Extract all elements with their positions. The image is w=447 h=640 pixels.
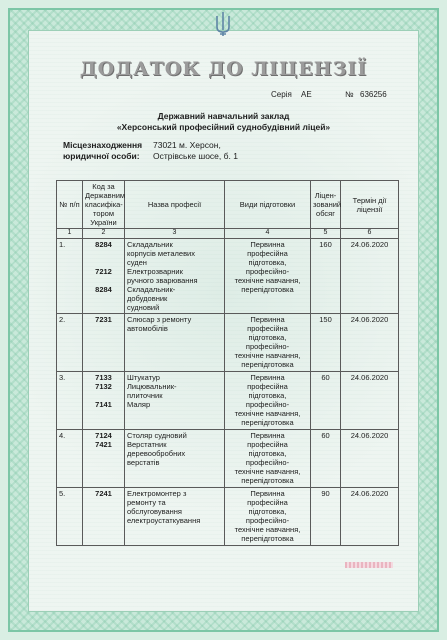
table-row	[57, 488, 399, 546]
profession-line: Складальник	[127, 240, 173, 249]
training-type-line: Первинна	[250, 315, 285, 324]
location-value	[153, 140, 238, 162]
table-row	[57, 372, 399, 430]
profession-line: Маляр	[127, 400, 151, 409]
profession-names	[125, 430, 225, 488]
licensed-volume: 60	[311, 430, 341, 488]
training-type-line: професійно-	[245, 267, 290, 276]
location-value-line-1: 73021 м. Херсон,	[153, 140, 221, 150]
training-type-line: підготовка,	[248, 333, 287, 342]
header-code: Код за Державним класифіка-тором України	[83, 181, 125, 229]
classifier-code	[85, 391, 122, 400]
row-number: 3.	[57, 372, 83, 430]
classifier-code: 7421	[95, 440, 112, 449]
profession-line: ручного зварювання	[127, 276, 198, 285]
profession-line: Столяр судновий	[127, 431, 187, 440]
profession-line: добудовник	[127, 294, 168, 303]
profession-line: Штукатур	[127, 373, 160, 382]
series-label: Серія	[271, 90, 292, 99]
profession-line: верстатів	[127, 458, 160, 467]
number-label: №	[345, 90, 354, 99]
training-types	[225, 488, 311, 546]
classifier-code: 7241	[95, 489, 112, 498]
row-number: 2.	[57, 314, 83, 372]
number-value: 636256	[360, 90, 387, 99]
classifier-code: 8284	[95, 240, 112, 249]
classifier-codes	[83, 239, 125, 314]
training-type-line: підготовка,	[248, 391, 287, 400]
table-row	[57, 239, 399, 314]
classifier-codes	[83, 430, 125, 488]
profession-line: автомобілів	[127, 324, 168, 333]
training-type-line: Первинна	[250, 240, 285, 249]
training-type-line: професійно-	[245, 516, 290, 525]
professions-table	[56, 180, 399, 546]
training-type-line: технічне навчання,	[234, 276, 301, 285]
row-number: 5.	[57, 488, 83, 546]
header-types: Види підготовки	[225, 181, 311, 229]
profession-line: Верстатник	[127, 440, 167, 449]
license-term: 24.06.2020	[341, 239, 399, 314]
training-type-line: професійна	[247, 382, 288, 391]
training-type-line: підготовка,	[248, 258, 287, 267]
profession-names	[125, 372, 225, 430]
profession-names	[125, 239, 225, 314]
document-title: ДОДАТОК ДО ЛІЦЕНЗІЇ	[79, 58, 368, 80]
licensed-volume: 90	[311, 488, 341, 546]
licensed-volume: 160	[311, 239, 341, 314]
column-number-row	[57, 229, 399, 239]
profession-names	[125, 314, 225, 372]
license-term: 24.06.2020	[341, 372, 399, 430]
training-type-line: Первинна	[250, 489, 285, 498]
license-term: 24.06.2020	[341, 314, 399, 372]
profession-line: деревообробних	[127, 449, 186, 458]
classifier-code: 7231	[95, 315, 112, 324]
training-type-line: професійно-	[245, 400, 290, 409]
training-type-line: підготовка,	[248, 449, 287, 458]
classifier-code: 7132	[95, 382, 112, 391]
col-number: 5	[311, 229, 341, 239]
profession-names	[125, 488, 225, 546]
profession-line: Складальник-	[127, 285, 176, 294]
profession-line: Електромонтер з	[127, 489, 187, 498]
location-label	[63, 140, 142, 162]
col-number: 4	[225, 229, 311, 239]
col-number: 3	[125, 229, 225, 239]
training-type-line: професійна	[247, 498, 288, 507]
classifier-codes	[83, 488, 125, 546]
classifier-codes	[83, 314, 125, 372]
profession-line: суден	[127, 258, 147, 267]
classifier-code: 7133	[95, 373, 112, 382]
classifier-code	[85, 276, 122, 285]
training-types	[225, 372, 311, 430]
institution-line-2: «Херсонський професійний суднобудівний ліцей»	[116, 122, 331, 132]
training-type-line: перепідготовка	[241, 285, 294, 294]
training-type-line: професійна	[247, 324, 288, 333]
row-number: 1.	[57, 239, 83, 314]
profession-line: корпусів металевих	[127, 249, 195, 258]
profession-line: ремонту та	[127, 498, 166, 507]
training-type-line: перепідготовка	[241, 476, 294, 485]
training-types	[225, 239, 311, 314]
training-types	[225, 314, 311, 372]
licensed-volume: 60	[311, 372, 341, 430]
classifier-codes	[83, 372, 125, 430]
training-type-line: Первинна	[250, 373, 285, 382]
header-term: Термін дії ліцензії	[341, 181, 399, 229]
location-value-line-2: Острівське шосе, б. 1	[153, 151, 238, 161]
license-term: 24.06.2020	[341, 430, 399, 488]
training-type-line: технічне навчання,	[234, 409, 301, 418]
classifier-code	[85, 258, 122, 267]
profession-line: Слюсар з ремонту	[127, 315, 192, 324]
training-type-line: перепідготовка	[241, 418, 294, 427]
institution-line-1: Державний навчальний заклад	[157, 111, 290, 121]
location-label-line-2: юридичної особи:	[63, 151, 140, 161]
header-num: № п/п	[57, 181, 83, 229]
training-types	[225, 430, 311, 488]
training-type-line: технічне навчання,	[234, 351, 301, 360]
table-row	[57, 430, 399, 488]
profession-line: плиточник	[127, 391, 163, 400]
profession-line: Електрозварник	[127, 267, 183, 276]
location-label-line-1: Місцезнаходження	[63, 140, 143, 150]
profession-line: Лицювальник-	[127, 382, 177, 391]
training-type-line: професійно-	[245, 458, 290, 467]
header-volume: Ліцен-зований обсяг	[311, 181, 341, 229]
classifier-code: 7141	[95, 400, 112, 409]
header-profession: Назва професії	[125, 181, 225, 229]
profession-line: обслуговування	[127, 507, 182, 516]
training-type-line: професійно-	[245, 342, 290, 351]
row-number: 4.	[57, 430, 83, 488]
classifier-code: 8284	[95, 285, 112, 294]
training-type-line: технічне навчання,	[234, 467, 301, 476]
training-type-line: перепідготовка	[241, 534, 294, 543]
profession-line: судновий	[127, 303, 160, 312]
col-number: 6	[341, 229, 399, 239]
training-type-line: перепідготовка	[241, 360, 294, 369]
training-type-line: технічне навчання,	[234, 525, 301, 534]
license-term: 24.06.2020	[341, 488, 399, 546]
series-value: АЕ	[301, 90, 312, 99]
training-type-line: професійна	[247, 440, 288, 449]
training-type-line: підготовка,	[248, 507, 287, 516]
stamp-mark	[345, 562, 393, 568]
table-header-row	[57, 181, 399, 229]
profession-line: електроустаткування	[127, 516, 201, 525]
classifier-code: 7212	[95, 267, 112, 276]
col-number: 1	[57, 229, 83, 239]
training-type-line: професійна	[247, 249, 288, 258]
training-type-line: Первинна	[250, 431, 285, 440]
table-row	[57, 314, 399, 372]
classifier-code	[85, 249, 122, 258]
col-number: 2	[83, 229, 125, 239]
classifier-code: 7124	[95, 431, 112, 440]
licensed-volume: 150	[311, 314, 341, 372]
trident-emblem-icon	[213, 10, 233, 38]
